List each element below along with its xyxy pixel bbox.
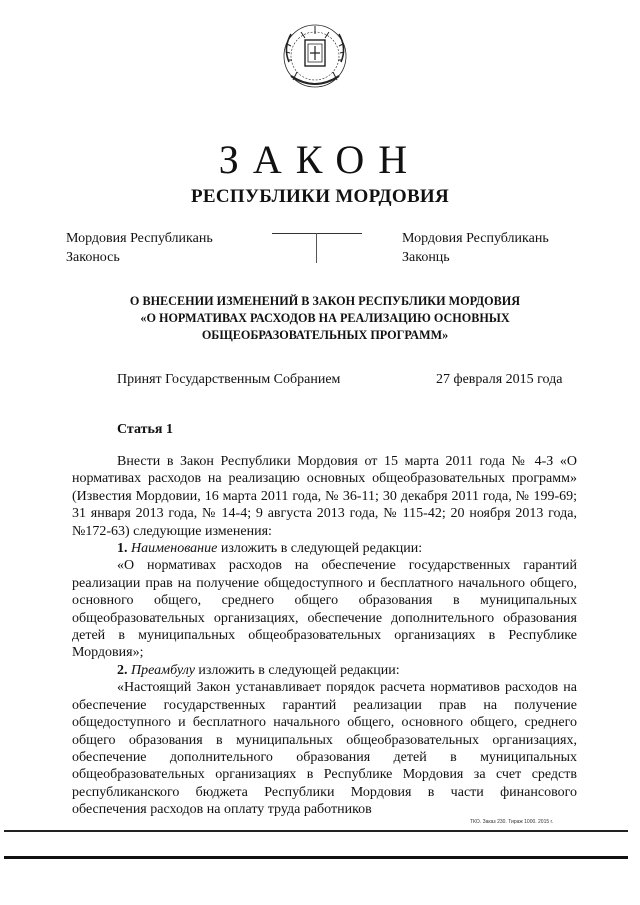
item-2-action: Преамбулу bbox=[131, 662, 195, 678]
adopted-by: Принят Государственным Собранием bbox=[117, 372, 341, 387]
left-language-line2: Законось bbox=[66, 250, 120, 265]
law-heading-line3: ОБЩЕОБРАЗОВАТЕЛЬНЫХ ПРОГРАММ» bbox=[201, 328, 449, 342]
item-2-paragraph bbox=[72, 662, 577, 679]
item-1-action: Наименование bbox=[131, 541, 218, 557]
right-language-line2: Законць bbox=[402, 250, 450, 265]
item-2-rest: изложить в следующей редакции: bbox=[198, 662, 400, 678]
republic-emblem-icon bbox=[275, 22, 355, 94]
item-1-number: 1. bbox=[117, 541, 128, 557]
item-1-text: «О нормативах расходов на обеспечение государственных гарантий реализации прав на получение общедоступного и бесплатного начального общего, основного общего, среднего общего образования в муниципальных общеобразовательных организациях, обеспечение дополнительного образования детей в муниципальных общеобразовательных организациях в Республике Мордовия»; bbox=[72, 558, 577, 661]
footer-rule bbox=[4, 830, 628, 832]
item-1-paragraph bbox=[72, 540, 577, 557]
law-heading-line1: О ВНЕСЕНИИ ИЗМЕНЕНИЙ В ЗАКОН РЕСПУБЛИКИ МОРДОВИЯ bbox=[129, 294, 521, 308]
left-language-title bbox=[66, 229, 213, 267]
print-note: ТКО. Заказ 230. Тираж 1000. 2015 г. bbox=[470, 819, 554, 825]
right-language-line1: Мордовия Республикань bbox=[402, 231, 549, 246]
header-divider bbox=[272, 233, 362, 234]
article-body bbox=[72, 453, 577, 819]
law-heading-line2: «О НОРМАТИВАХ РАСХОДОВ НА РЕАЛИЗАЦИЮ ОСНОВНЫХ bbox=[140, 311, 510, 325]
right-language-title bbox=[402, 229, 549, 267]
item-1-rest: изложить в следующей редакции: bbox=[220, 541, 423, 557]
article-title: Статья 1 bbox=[117, 422, 173, 437]
law-subtitle: РЕСПУБЛИКИ МОРДОВИЯ bbox=[190, 186, 450, 207]
law-heading bbox=[80, 293, 570, 344]
item-2-number: 2. bbox=[117, 662, 128, 678]
footer-rule-bottom bbox=[4, 856, 628, 859]
intro-paragraph: Внести в Закон Республики Мордовия от 15 марта 2011 года № 4-З «О нормативах расходов на реализацию основных общеобразовательных программ» (Известия Мордовии, 16 марта 2011 года, № 36-11; 30 декабря 2011 года, № 199-69; 31 января 2013 года, № 14-4; 9 августа 2013 года, № 115-42; 20 ноября 2013 года, №172-63) следующие изменения: bbox=[72, 454, 577, 539]
item-2-text: «Настоящий Закон устанавливает порядок расчета нормативов расходов на обеспечение государственных гарантий реализации прав на получение общедоступного и бесплатного начального общего, основного общего, среднего общего образования в муниципальных общеобразовательных организациях, обеспечение дополнительного образования детей в муниципальных общеобразовательных организациях в Республике Мордовия за счет средств республиканского бюджета Республики Мордовия в части финансового обеспечения расходов на оплату труда работников bbox=[72, 680, 577, 818]
left-language-line1: Мордовия Республикань bbox=[66, 231, 213, 246]
law-title: ЗАКОН bbox=[218, 137, 422, 182]
header-divider-stem bbox=[316, 233, 317, 263]
adopted-date: 27 февраля 2015 года bbox=[436, 372, 563, 387]
